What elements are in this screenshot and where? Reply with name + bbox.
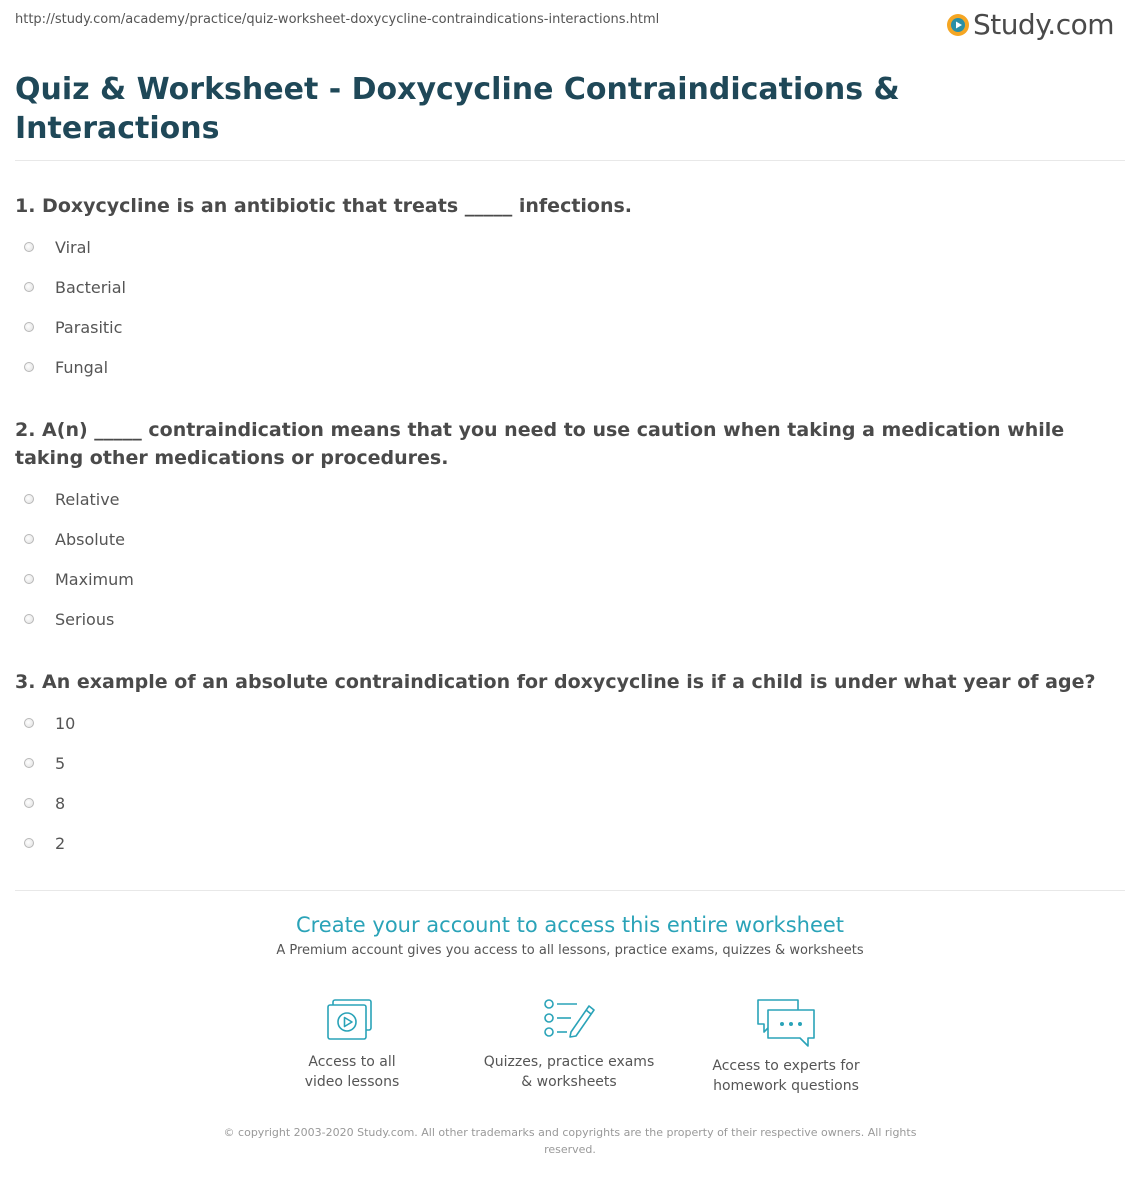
question-1 bbox=[15, 192, 1125, 387]
radio-button[interactable] bbox=[24, 362, 34, 372]
answer-option[interactable] bbox=[15, 479, 1125, 519]
option-label: Relative bbox=[55, 489, 120, 509]
study-logo[interactable] bbox=[946, 8, 1114, 41]
answer-option[interactable] bbox=[15, 599, 1125, 639]
option-label: Parasitic bbox=[55, 317, 123, 337]
feature-experts bbox=[686, 996, 886, 1096]
question-text: 1. Doxycycline is an antibiotic that treats _____ infections. bbox=[15, 195, 633, 217]
chat-bubbles-icon bbox=[754, 996, 818, 1048]
question-2 bbox=[15, 416, 1125, 639]
radio-button[interactable] bbox=[24, 282, 34, 292]
logo-text: Study.com bbox=[972, 8, 1114, 41]
answer-option[interactable] bbox=[15, 347, 1125, 387]
radio-button[interactable] bbox=[24, 574, 34, 584]
answer-option[interactable] bbox=[15, 783, 1125, 823]
option-label: 2 bbox=[55, 833, 66, 853]
feature-label: Access to all video lessons bbox=[304, 1054, 400, 1090]
copyright-notice: © copyright 2003-2020 Study.com. All other trademarks and copyrights are the property of their respective owners. All rights reserved. bbox=[223, 1126, 917, 1156]
option-label: Bacterial bbox=[55, 277, 126, 297]
option-label: Viral bbox=[55, 237, 91, 257]
feature-label: Quizzes, practice exams & worksheets bbox=[483, 1054, 655, 1090]
answer-option[interactable] bbox=[15, 559, 1125, 599]
option-label: 10 bbox=[55, 713, 76, 733]
radio-button[interactable] bbox=[24, 758, 34, 768]
feature-video-lessons bbox=[252, 996, 452, 1092]
page-url: http://study.com/academy/practice/quiz-worksheet-doxycycline-contraindications-interactions.html bbox=[15, 12, 660, 27]
video-lesson-icon bbox=[324, 996, 380, 1044]
quiz-checklist-icon bbox=[541, 996, 597, 1044]
signup-cta bbox=[0, 913, 1140, 958]
question-3 bbox=[15, 668, 1125, 863]
option-label: Serious bbox=[55, 609, 115, 629]
answer-option[interactable] bbox=[15, 703, 1125, 743]
radio-button[interactable] bbox=[24, 322, 34, 332]
option-label: 8 bbox=[55, 793, 66, 813]
answer-option[interactable] bbox=[15, 823, 1125, 863]
radio-button[interactable] bbox=[24, 718, 34, 728]
top-bar bbox=[0, 0, 1140, 50]
radio-button[interactable] bbox=[24, 838, 34, 848]
option-label: Absolute bbox=[55, 529, 125, 549]
question-text: 3. An example of an absolute contraindication for doxycycline is if a child is under what year of age? bbox=[15, 671, 1096, 693]
answer-option[interactable] bbox=[15, 519, 1125, 559]
question-text: 2. A(n) _____ contraindication means that you need to use caution when taking a medication while taking other medications or procedures. bbox=[15, 419, 1065, 469]
title-divider bbox=[15, 160, 1125, 161]
answer-option[interactable] bbox=[15, 227, 1125, 267]
cta-divider bbox=[15, 890, 1125, 891]
radio-button[interactable] bbox=[24, 534, 34, 544]
option-label: Maximum bbox=[55, 569, 134, 589]
feature-quizzes bbox=[469, 996, 669, 1092]
answer-options bbox=[15, 703, 1125, 863]
radio-button[interactable] bbox=[24, 614, 34, 624]
radio-button[interactable] bbox=[24, 798, 34, 808]
option-label: Fungal bbox=[55, 357, 109, 377]
logo-play-icon bbox=[946, 13, 970, 37]
radio-button[interactable] bbox=[24, 242, 34, 252]
answer-option[interactable] bbox=[15, 307, 1125, 347]
radio-button[interactable] bbox=[24, 494, 34, 504]
option-label: 5 bbox=[55, 753, 66, 773]
page-title: Quiz & Worksheet - Doxycycline Contraindications & Interactions bbox=[15, 72, 900, 146]
answer-option[interactable] bbox=[15, 267, 1125, 307]
cta-subtitle: A Premium account gives you access to all lessons, practice exams, quizzes & worksheets bbox=[276, 943, 864, 958]
cta-title-link[interactable]: Create your account to access this entire worksheet bbox=[295, 913, 845, 937]
answer-options bbox=[15, 227, 1125, 387]
feature-label: Access to experts for homework questions bbox=[712, 1058, 860, 1094]
answer-options bbox=[15, 479, 1125, 639]
answer-option[interactable] bbox=[15, 743, 1125, 783]
